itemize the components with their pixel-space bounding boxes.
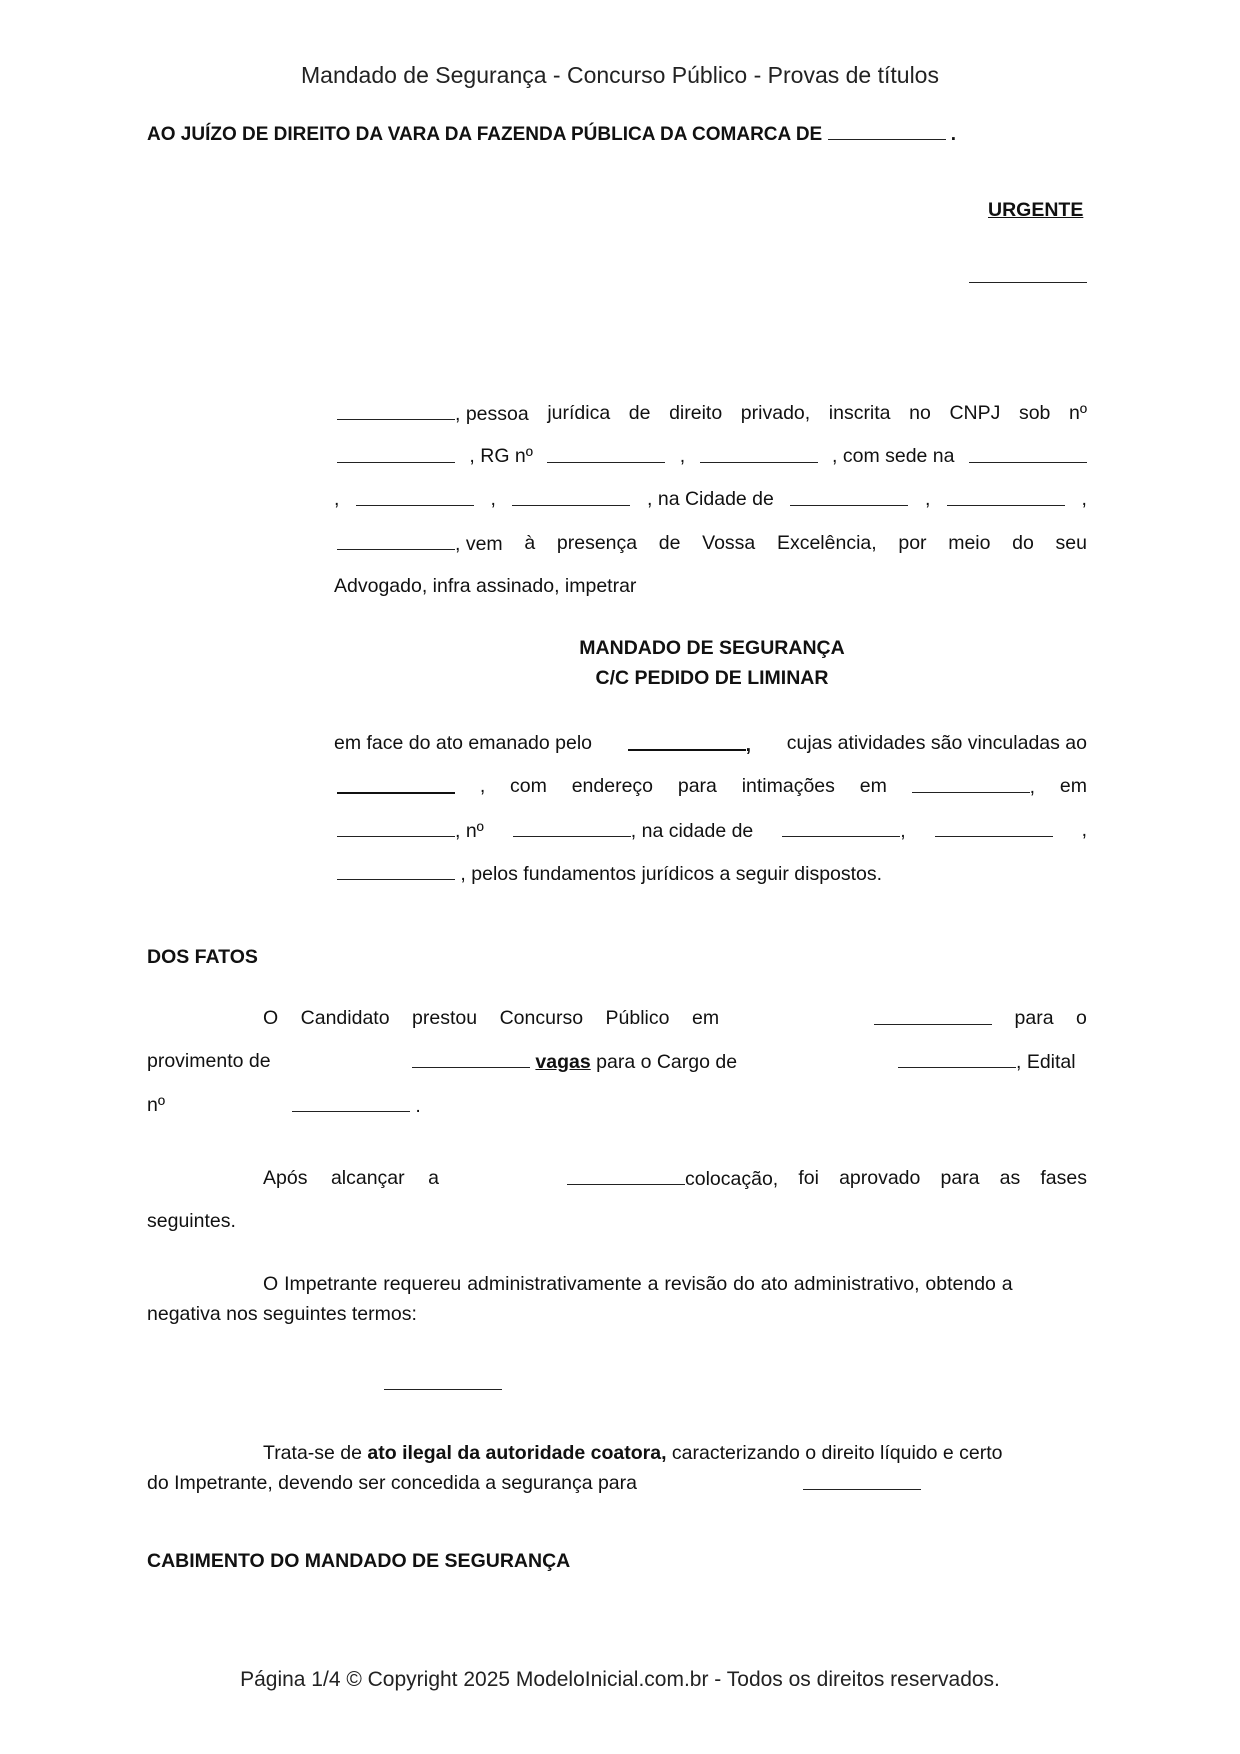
text: , na Cidade de [647,488,774,510]
text: , [334,488,340,510]
blank-field [828,121,946,140]
text: , [479,775,486,797]
blank-field [912,774,1030,793]
text: meio [948,532,991,554]
blank-field [337,531,455,550]
blank-field [898,1049,1016,1068]
facts-p4-line-1 [263,1441,1003,1465]
text: em face do ato emanado pelo [334,732,593,754]
text: seu [1055,532,1087,554]
text: , na cidade de [630,820,754,842]
text: em [691,1007,720,1029]
text: , [1081,819,1087,841]
blank-field [512,487,630,506]
blank-field [782,818,900,837]
facts-p1-line-3b [292,1093,421,1118]
facts-p1-line-2c [898,1049,1076,1074]
text: , com sede na [832,445,955,467]
text: , Edital [1016,1051,1076,1073]
blank-field [337,444,455,463]
qualification-line-5: Advogado, infra assinado, impetrar [334,575,637,597]
text: Após [263,1167,308,1189]
petition-subtitle: C/C PEDIDO DE LIMINAR [595,667,829,689]
section-heading-facts: DOS FATOS [147,946,258,968]
blank-field [874,1006,992,1025]
text: sob [1018,402,1051,424]
text: por [898,532,927,554]
text: de [628,402,651,424]
text: à [524,532,536,554]
text: O [263,1007,279,1029]
text: intimações [741,775,835,797]
text: em [1059,775,1087,797]
text: , [900,820,906,842]
text: cujas atividades são vinculadas ao [786,732,1087,754]
text: . [415,1095,421,1117]
text: para o Cargo de [596,1051,738,1073]
blank-field [969,264,1087,283]
text: as [999,1167,1021,1189]
blank-field [513,818,631,837]
text: em [859,775,887,797]
qualification-line-4 [337,531,1087,556]
blank-field [803,1471,921,1490]
text: , RG nº [469,445,533,467]
blank-field [337,774,455,794]
facts-p2-line-1b [567,1166,1087,1191]
text: presença [556,532,638,554]
text: o [1076,1007,1087,1029]
facts-p1-line-2 [147,1049,271,1073]
text: de [658,532,681,554]
text: nº [1069,402,1087,424]
text: CNPJ [949,402,1001,424]
qualification-line-3 [334,487,1087,511]
petition-title: MANDADO DE SEGURANÇA [579,637,845,659]
facts-p2-line-2: seguintes. [147,1210,236,1232]
text: colocação, [685,1168,779,1190]
blank-field [356,487,474,506]
text: endereço [571,775,654,797]
text: , [490,488,496,510]
text: , [1029,776,1036,798]
facts-p1-line-2b [412,1049,737,1074]
blank-field [790,487,908,506]
text: , [745,734,752,756]
facts-p1-line-1 [263,1006,1087,1030]
facts-p4-line-2b [803,1471,921,1496]
facts-p3-line-1: O Impetrante requereu administrativamente a revisão do ato administrativo, obtendo a [263,1273,1013,1295]
blank-field [969,444,1087,463]
blank-field [700,444,818,463]
text: Vossa [702,532,756,554]
text: alcançar [330,1167,405,1189]
text: Excelência, [776,532,877,554]
facts-p4-line-2: do Impetrante, devendo ser concedida a segurança para [147,1472,637,1494]
blank-field [947,487,1065,506]
text: foi [798,1167,819,1189]
text: jurídica [547,402,611,424]
text: , [924,488,931,510]
text: provimento de [147,1050,271,1072]
text: , [1081,488,1087,510]
text: Concurso [499,1007,584,1029]
facts-p3-line-2: negativa nos seguintes termos: [147,1303,417,1325]
respondent-line-2 [337,774,1087,799]
text: inscrita [828,402,891,424]
qualification-line-1 [337,401,1087,426]
blank-field [337,401,455,420]
date-line [969,264,1087,289]
text: , pelos fundamentos jurídicos a seguir dispostos. [460,863,883,885]
quoted-response-placeholder [384,1371,502,1396]
page-footer: Página 1/4 © Copyright 2025 ModeloInicial.com.br - Todos os direitos reservados. [240,1668,1000,1691]
text: privado, [740,402,811,424]
blank-field [567,1166,685,1185]
text: aprovado [839,1167,921,1189]
text: Público [605,1007,670,1029]
respondent-line-3 [337,818,1087,843]
text: direito [669,402,723,424]
addressee-text: AO JUÍZO DE DIREITO DA VARA DA FAZENDA PÚBLICA DA COMARCA DE [147,124,823,145]
respondent-line-1 [334,731,1087,757]
blank-field [412,1049,530,1068]
section-heading-admissibility: CABIMENTO DO MANDADO DE SEGURANÇA [147,1550,571,1572]
emphasis-illegal-act: ato ilegal da autoridade coatora, [367,1442,667,1464]
blank-field [547,444,665,463]
emphasis-vagas: vagas [535,1051,591,1073]
addressee-end: . [950,124,957,145]
blank-field [384,1371,502,1390]
text: Candidato [300,1007,390,1029]
addressee-line [147,121,956,147]
text: do [1012,532,1034,554]
qualification-line-2 [337,444,1087,468]
blank-field [935,818,1053,837]
blank-field [628,731,746,751]
text: , pessoa [455,403,529,425]
blank-field [337,861,455,880]
text: prestou [412,1007,478,1029]
text: para [1014,1007,1054,1029]
respondent-line-4 [337,861,882,886]
text: , nº [455,820,484,842]
text: , vem [455,533,503,555]
urgent-label: URGENTE [988,199,1084,221]
facts-p1-line-3: nº [147,1094,165,1116]
text: com [510,775,547,797]
text: a [428,1167,439,1189]
blank-field [337,818,455,837]
text: no [909,402,931,424]
blank-field [292,1093,410,1112]
facts-p2-line-1a [263,1166,439,1190]
text: para [677,775,717,797]
text: para [940,1167,980,1189]
text: , [679,445,686,467]
document-header: Mandado de Segurança - Concurso Público - Provas de títulos [301,62,939,88]
text: Trata-se de [263,1442,362,1464]
text: fases [1040,1167,1087,1189]
text: caracterizando o direito líquido e certo [671,1442,1003,1464]
